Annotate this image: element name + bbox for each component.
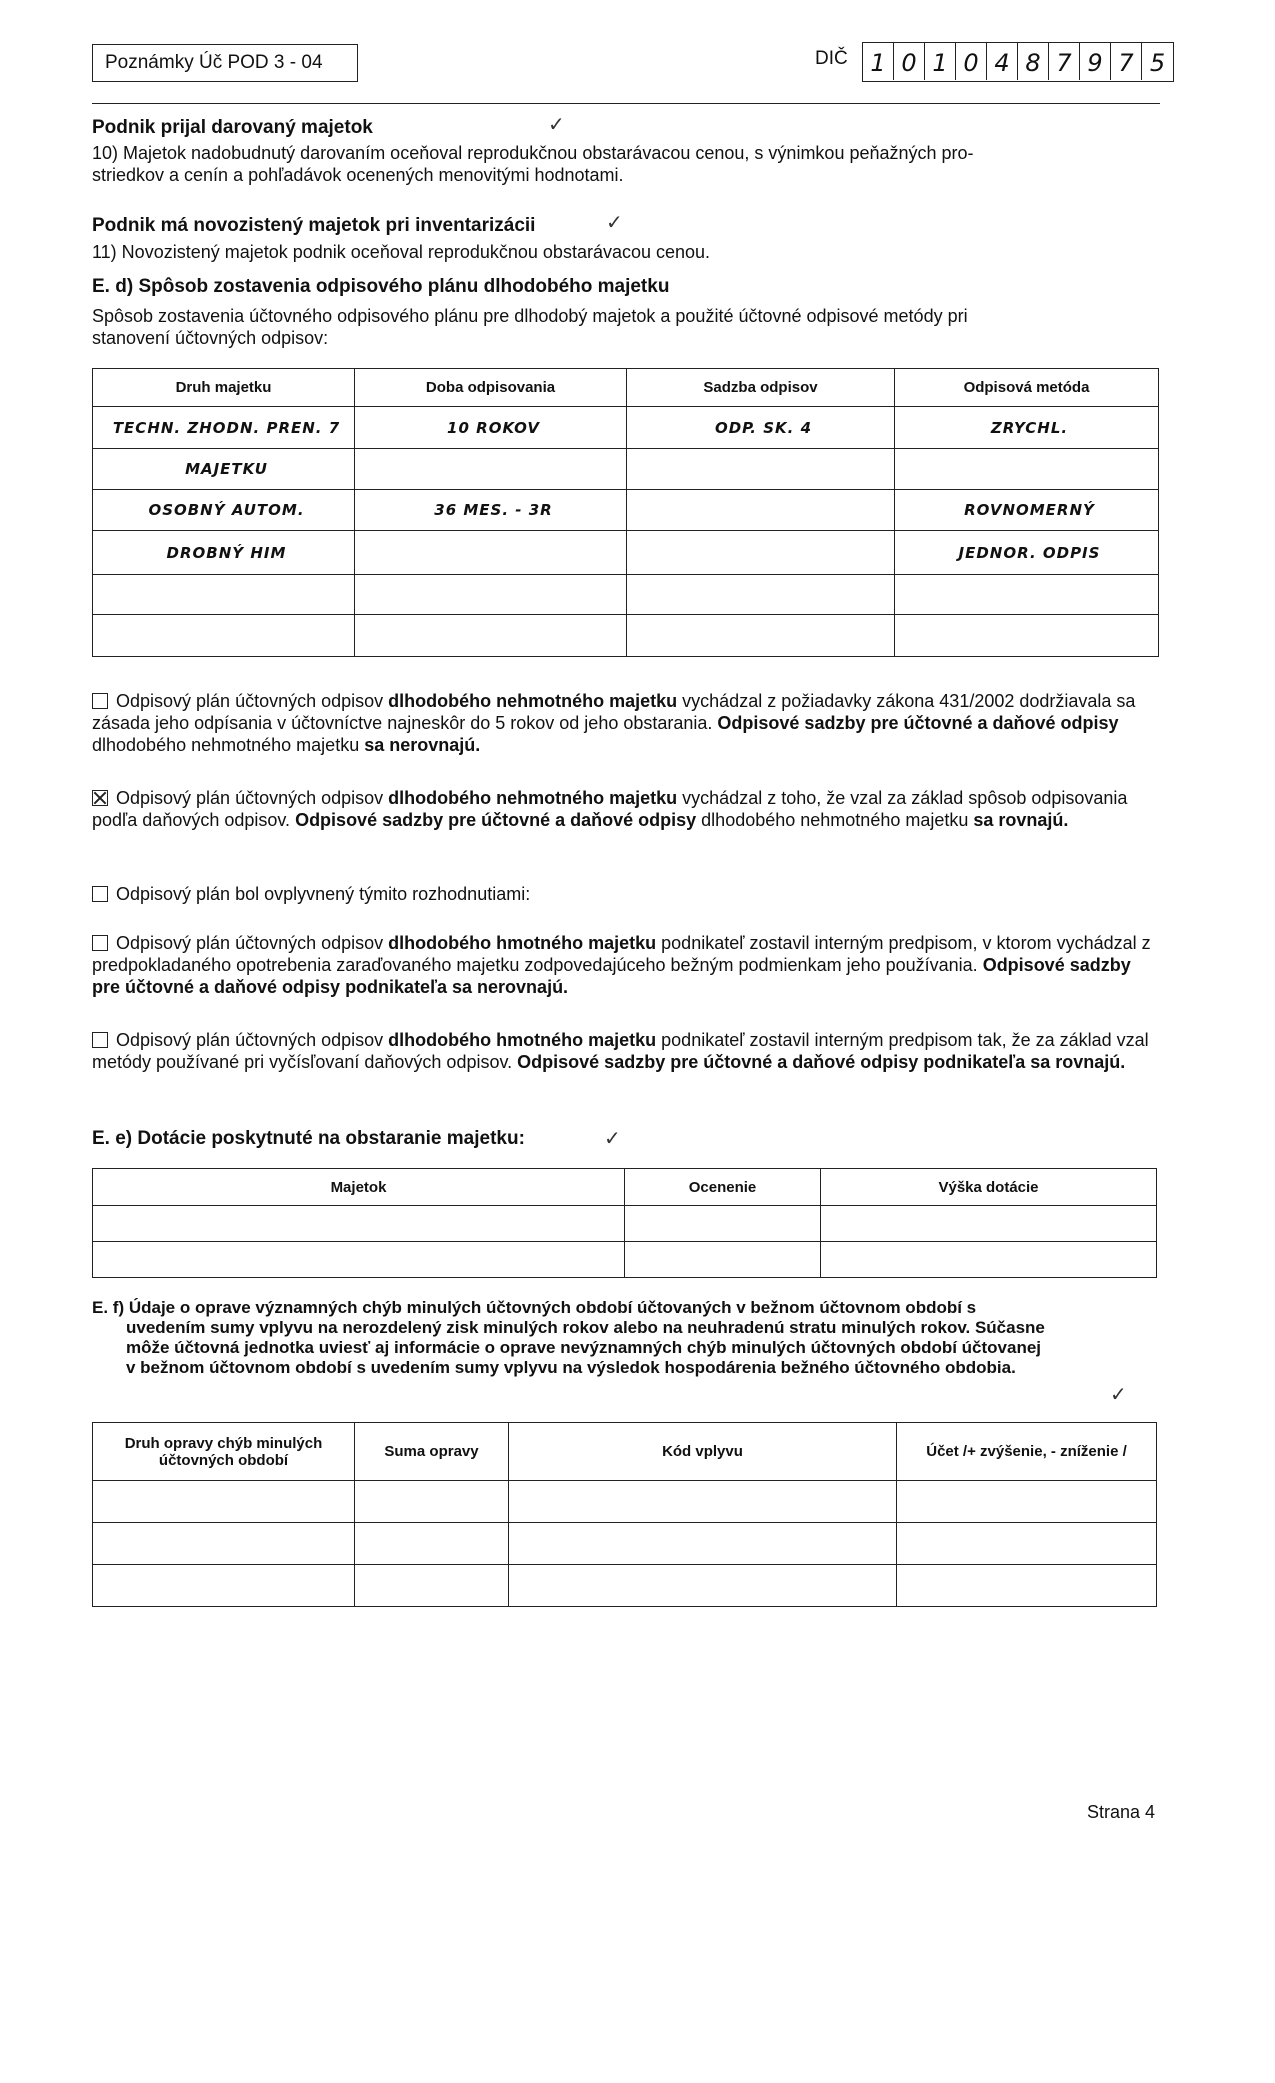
- table-cell[interactable]: [821, 1206, 1157, 1242]
- checkbox[interactable]: [92, 935, 108, 951]
- dic-digit[interactable]: 1: [863, 43, 894, 80]
- donated-text-line-1: 10) Majetok nadobudnutý darovaním oceňoval reprodukčnou obstarávacou cenou, s výnimkou peňažných pro-: [92, 143, 974, 163]
- option-intangible-not-equal: [92, 690, 1152, 756]
- table-cell[interactable]: [627, 615, 895, 657]
- section-ee-title: E. e) Dotácie poskytnuté na obstaranie majetku:: [92, 1128, 525, 1149]
- option-text-run: sa rovnajú.: [973, 810, 1069, 830]
- table-cell[interactable]: [625, 1242, 821, 1278]
- column-header: Sadzba odpisov: [627, 369, 895, 407]
- table-row: [93, 1481, 1157, 1523]
- option-text-run: dlhodobého hmotného majetku: [388, 933, 657, 953]
- table-cell[interactable]: [355, 531, 627, 575]
- table-row: [93, 407, 1159, 449]
- handwritten-check-mark: ✓: [1110, 1382, 1127, 1406]
- handwritten-check-mark: ✓: [606, 210, 623, 234]
- dic-digit[interactable]: 9: [1080, 43, 1111, 80]
- table-header-row: [93, 369, 1159, 407]
- table-cell[interactable]: DROBNÝ HIM: [93, 531, 355, 575]
- table-row: [93, 449, 1159, 490]
- column-header: Majetok: [93, 1169, 625, 1206]
- table-row: [93, 1242, 1157, 1278]
- table-cell[interactable]: [93, 1481, 355, 1523]
- section-ef-title-line-1: E. f) Údaje o oprave významných chýb minulých účtovných období účtovaných v bežnom účtovnom období s: [92, 1298, 977, 1317]
- table-cell[interactable]: MAJETKU: [93, 449, 355, 490]
- table-cell[interactable]: ODP. SK. 4: [627, 407, 895, 449]
- page-number: Strana 4: [1086, 1802, 1155, 1822]
- section-ed-title: E. d) Spôsob zostavenia odpisového plánu dlhodobého majetku: [92, 276, 670, 297]
- table-cell[interactable]: [355, 575, 627, 615]
- table-cell[interactable]: ROVNOMERNÝ: [895, 490, 1159, 531]
- donated-text-line-2: striedkov a cenín a pohľadávok ocenených menovitými hodnotami.: [92, 165, 624, 185]
- table-cell[interactable]: [895, 615, 1159, 657]
- option-text-run: Odpisové sadzby pre účtovné a daňové odpisy: [295, 810, 697, 830]
- table-cell[interactable]: [627, 490, 895, 531]
- option-text-run: Odpisové sadzby pre účtovné a daňové odpisy: [717, 713, 1119, 733]
- dic-digit[interactable]: 0: [894, 43, 925, 80]
- table-cell[interactable]: [355, 1523, 509, 1565]
- form-code-box: [92, 44, 358, 82]
- dic-digit[interactable]: 7: [1111, 43, 1142, 80]
- header-rule: [92, 103, 1160, 104]
- checkbox[interactable]: [92, 1032, 108, 1048]
- table-cell[interactable]: [93, 615, 355, 657]
- table-cell[interactable]: [509, 1565, 897, 1607]
- table-row: [93, 531, 1159, 575]
- table-cell[interactable]: TECHN. ZHODN. PREN. 7: [93, 407, 355, 449]
- table-cell[interactable]: 10 ROKOV: [355, 407, 627, 449]
- donated-title: Podnik prijal darovaný majetok: [92, 117, 373, 138]
- dic-label: DIČ: [815, 48, 848, 69]
- option-intangible-equal: [92, 787, 1152, 831]
- handwritten-check-mark: ✓: [604, 1126, 621, 1150]
- table-row: [93, 575, 1159, 615]
- section-ef-title-line-3: môže účtovná jednotka uviesť aj informácie o oprave nevýznamných chýb minulých účtovných období účtovanej: [126, 1338, 1042, 1357]
- option-text: [92, 788, 1127, 830]
- option-text-run: dlhodobého nehmotného majetku: [696, 810, 974, 830]
- option-text-run: podnikateľ zostavil interným predpisom tak, že za základ vzal metódy používané pri vyčísľovaní daňových odpisov.: [92, 1030, 1149, 1072]
- error-correction-table: [92, 1422, 1157, 1607]
- option-text-run: dlhodobého nehmotného majetku: [388, 691, 678, 711]
- section-ed-text-line-1: Spôsob zostavenia účtovného odpisového plánu pre dlhodobý majetok a použité účtovné odpisové metódy pri: [92, 306, 968, 326]
- table-row: [93, 615, 1159, 657]
- option-text: [92, 691, 1135, 755]
- table-cell[interactable]: ZRYCHL.: [895, 407, 1159, 449]
- table-cell[interactable]: JEDNOR. ODPIS: [895, 531, 1159, 575]
- table-cell[interactable]: [897, 1565, 1157, 1607]
- option-text-run: vychádzal z toho, že vzal za základ spôsob odpisovania podľa daňových odpisov.: [92, 788, 1128, 830]
- table-cell[interactable]: [509, 1481, 897, 1523]
- inventory-text: 11) Novozistený majetok podnik oceňoval reprodukčnou obstarávacou cenou.: [92, 242, 711, 262]
- dic-digit[interactable]: 5: [1149, 49, 1166, 77]
- table-cell[interactable]: [625, 1206, 821, 1242]
- option-text-run: dlhodobého nehmotného majetku: [92, 735, 365, 755]
- table-header-row: [93, 1169, 1157, 1206]
- option-text-run: Odpisové sadzby pre účtovné a daňové odpisy podnikateľa sa nerovnajú.: [92, 955, 1131, 997]
- option-text-run: Odpisový plán účtovných odpisov: [116, 933, 389, 953]
- table-cell[interactable]: OSOBNÝ AUTOM.: [93, 490, 355, 531]
- table-row: [93, 1523, 1157, 1565]
- dic-digit-boxes[interactable]: [862, 42, 1174, 82]
- column-header: Odpisová metóda: [895, 369, 1159, 407]
- depreciation-table: [92, 368, 1159, 657]
- table-cell[interactable]: [355, 1565, 509, 1607]
- handwritten-check-mark: ✓: [548, 112, 565, 136]
- table-cell[interactable]: [897, 1523, 1157, 1565]
- section-ef-title-line-2: uvedením sumy vplyvu na nerozdelený zisk minulých rokov alebo na neuhradenú stratu minulých rokov. Súčasne: [126, 1318, 1045, 1337]
- section-ef-title-line-4: v bežnom účtovnom období s uvedením sumy vplyvu na výsledok hospodárenia bežného účtovného obdobia.: [126, 1358, 1016, 1377]
- option-text-run: vychádzal z požiadavky zákona 431/2002 dodržiavala sa zásada jeho odpísania v účtovníctve najneskôr do 5 rokov od jeho obstarania.: [92, 691, 1136, 733]
- dic-digit[interactable]: 0: [956, 43, 987, 80]
- table-cell[interactable]: 36 MES. - 3R: [355, 490, 627, 531]
- table-row: [93, 1206, 1157, 1242]
- table-cell[interactable]: [355, 615, 627, 657]
- option-text-run: Odpisové sadzby pre účtovné a daňové odpisy podnikateľa sa rovnajú.: [517, 1052, 1126, 1072]
- dic-digit[interactable]: 1: [925, 43, 956, 80]
- column-header: Suma opravy: [355, 1423, 509, 1481]
- option-text-run: dlhodobého hmotného majetku: [388, 1030, 657, 1050]
- table-row: [93, 1565, 1157, 1607]
- checkbox[interactable]: [92, 886, 108, 902]
- table-cell[interactable]: [895, 449, 1159, 490]
- table-cell[interactable]: [93, 1242, 625, 1278]
- option-text: [92, 933, 1151, 997]
- table-row: [93, 490, 1159, 531]
- option-text-run: Odpisový plán účtovných odpisov: [116, 691, 389, 711]
- option-text-run: podnikateľ zostavil interným predpisom, v ktorom vychádzal z predpokladaného opotrebenia zaraďovaného majetku zodpovedajúceho bežným podmienkam jeho používania.: [92, 933, 1151, 975]
- form-code-label: Poznámky Úč POD 3 - 04: [105, 52, 323, 73]
- section-ed-text-line-2: stanovení účtovných odpisov:: [92, 328, 329, 348]
- table-cell[interactable]: [627, 575, 895, 615]
- subsidy-table: [92, 1168, 1157, 1278]
- column-header: Účet /+ zvýšenie, - zníženie /: [897, 1423, 1157, 1481]
- option-plan-decisions: [92, 883, 1152, 905]
- option-text: [116, 884, 530, 904]
- option-text-run: dlhodobého nehmotného majetku: [388, 788, 678, 808]
- option-text-run: Odpisový plán účtovných odpisov: [116, 788, 389, 808]
- table-cell[interactable]: [355, 1481, 509, 1523]
- option-tangible-not-equal: [92, 932, 1152, 998]
- dic-digit[interactable]: 8: [1018, 43, 1049, 80]
- column-header: Doba odpisovania: [355, 369, 627, 407]
- table-cell[interactable]: [895, 575, 1159, 615]
- column-header: Druh opravy chýb minulých účtovných období: [93, 1423, 355, 1481]
- column-header: Druh majetku: [93, 369, 355, 407]
- option-text: [92, 1030, 1149, 1072]
- table-cell[interactable]: [93, 1565, 355, 1607]
- column-header: Ocenenie: [625, 1169, 821, 1206]
- checkbox[interactable]: [92, 790, 108, 806]
- table-cell[interactable]: [509, 1523, 897, 1565]
- table-cell[interactable]: [93, 1523, 355, 1565]
- table-cell[interactable]: [93, 575, 355, 615]
- table-header-row: [93, 1423, 1157, 1481]
- dic-digit[interactable]: 4: [987, 43, 1018, 80]
- table-cell[interactable]: [897, 1481, 1157, 1523]
- column-header: Kód vplyvu: [509, 1423, 897, 1481]
- option-text-run: sa nerovnajú.: [364, 735, 481, 755]
- table-cell[interactable]: [355, 449, 627, 490]
- inventory-title: Podnik má novozistený majetok pri inventarizácii: [92, 215, 536, 236]
- option-tangible-equal: [92, 1029, 1152, 1073]
- option-text-run: Odpisový plán účtovných odpisov: [116, 1030, 389, 1050]
- table-cell[interactable]: [821, 1242, 1157, 1278]
- column-header: Výška dotácie: [821, 1169, 1157, 1206]
- dic-digit[interactable]: 7: [1049, 43, 1080, 80]
- table-cell[interactable]: [627, 531, 895, 575]
- table-cell[interactable]: [93, 1206, 625, 1242]
- checkbox[interactable]: [92, 693, 108, 709]
- option-text-run: Odpisový plán bol ovplyvnený týmito rozhodnutiami:: [116, 884, 531, 904]
- table-cell[interactable]: [627, 449, 895, 490]
